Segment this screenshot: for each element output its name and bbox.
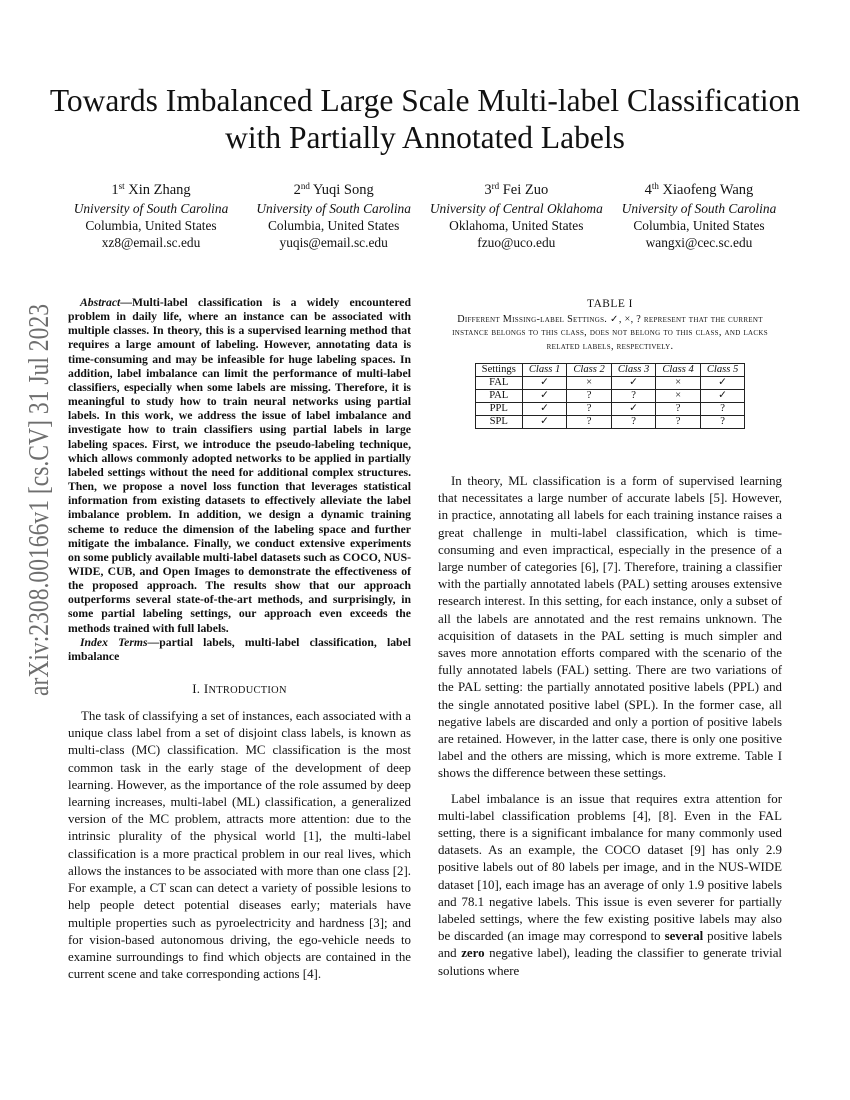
author-affiliation: University of Central Oklahoma xyxy=(429,201,603,216)
body-paragraph xyxy=(438,791,782,980)
table-number: TABLE I xyxy=(587,298,633,310)
table-cell: ? xyxy=(567,390,612,403)
table-cell: ? xyxy=(700,403,745,416)
table-caption: Different Missing-label Settings. ✓, ×, ? represent that the current instance belongs to this class, does not belong to this class, and lacks related labels, respectively. xyxy=(452,314,768,352)
table-header-cell: Class 4 xyxy=(656,364,701,377)
table-row xyxy=(475,403,745,416)
index-terms-text: —partial labels, multi-label classification, label imbalance xyxy=(68,635,411,663)
right-column-body xyxy=(438,473,782,988)
left-column xyxy=(68,296,411,991)
author-name: 2nd Yuqi Song xyxy=(293,181,374,198)
body-paragraph: In theory, ML classification is a form of supervised learning that necessitates a large number of accurate labels [5]. However, in practice, annotating all labels for each training instance raises a great challenge in multi-label classification, which is time-consuming and even impractical, especially in the presence of a large number of categories [6], [7]. Therefore, training a classifier with the partially annotated labels (PAL) setting arouses extensive research interest. In this setting, for each instance, only a subset of all the labels are annotated and the rest remains unknown. The acquisition of datasets in the PAL setting is much simpler and saves more annotation efforts compared with the scenario of the fully annotated labels (FAL) setting. There are two variations of the PAL setting: the partially annotated positive labels (PPL) and the single annotated positive label (SPL). In the former case, all negative labels are discarded and only a portion of positive labels are retained. However, in the latter case, there is only one positive label and the others are missing, which is more extreme. Table I shows the difference between these settings. xyxy=(438,474,782,781)
table-cell: ? xyxy=(611,416,656,429)
table-cell: ? xyxy=(656,403,701,416)
table-cell: × xyxy=(656,390,701,403)
section-heading xyxy=(68,682,411,697)
index-terms-label: Index Terms xyxy=(80,635,148,649)
table-cell: ✓ xyxy=(522,416,567,429)
table-cell: FAL xyxy=(475,377,522,390)
table-cell: ? xyxy=(567,403,612,416)
body-text: positive labels and xyxy=(438,929,782,961)
author-block xyxy=(608,176,790,251)
author-affiliation: University of South Carolina xyxy=(621,201,777,216)
body-text: negative label), leading the classifier to generate trivial solutions where xyxy=(438,946,782,978)
settings-table xyxy=(475,363,746,429)
table-cell: ✓ xyxy=(700,390,745,403)
table-cell: × xyxy=(567,377,612,390)
table-cell: SPL xyxy=(475,416,522,429)
emphasis-text: zero xyxy=(461,946,485,961)
table-cell: PPL xyxy=(475,403,522,416)
table-header-row xyxy=(475,364,745,377)
table-cell: ✓ xyxy=(611,403,656,416)
author-name: 3rd Fei Zuo xyxy=(484,181,549,198)
table-cell: ✓ xyxy=(522,390,567,403)
author-block xyxy=(60,176,242,251)
paper-title: Towards Imbalanced Large Scale Multi-label Classification with Partially Annotated Labels xyxy=(49,83,801,155)
table-header-cell: Class 3 xyxy=(611,364,656,377)
table-row xyxy=(475,377,745,390)
table-cell: ? xyxy=(700,416,745,429)
author-location: Oklahoma, United States xyxy=(449,218,584,233)
author-location: Columbia, United States xyxy=(268,218,400,233)
right-column-table xyxy=(438,298,782,429)
table-cell: ✓ xyxy=(522,377,567,390)
abstract-label: Abstract xyxy=(80,296,121,309)
author-email: fzuo@uco.edu xyxy=(477,235,556,250)
table-cell: ? xyxy=(611,390,656,403)
arxiv-identifier: arXiv:2308.00166v1 [cs.CV] 31 Jul 2023 xyxy=(23,300,55,696)
author-block xyxy=(243,176,425,251)
abstract-text: —Multi-label classification is a widely encountered problem in daily life, where an instance can be associated with multiple classes. In theory, this is a supervised learning method that requires a large amount of labeling. However, annotating data is time-consuming and may be infeasible for huge labeling spaces. In addition, label imbalance can limit the performance of multi-label classifiers, especially when some labels are missing. Therefore, it is meaningful to study how to train neural networks using partial labels. In this work, we address the issue of label imbalance and investigate how to train classifiers using partial labels in large labeling spaces. First, we introduce the pseudo-labeling technique, which allows commonly adopted networks to be applied in partially labeled settings without the need for additional complex structures. Then, we propose a novel loss function that leverages statistical information from existing datasets to effectively alleviate the label imbalance problem. In addition, we design a dynamic training scheme to reduce the dimension of the labeling space and further mitigate the imbalance. Finally, we conduct extensive experiments on some publicly available multi-label datasets such as COCO, NUS-WIDE, CUB, and Open Images to demonstrate the effectiveness of the proposed approach. The results show that our approach outperforms several state-of-the-art methods, and surprisingly, in some partial labeling settings, our approach even exceeds the methods trained with full labels. xyxy=(68,296,411,635)
table-header-cell: Class 2 xyxy=(567,364,612,377)
author-affiliation: University of South Carolina xyxy=(256,201,411,216)
author-name: 4th Xiaofeng Wang xyxy=(644,181,754,198)
table-row xyxy=(475,416,745,429)
table-row xyxy=(475,390,745,403)
table-header-cell: Class 1 xyxy=(522,364,567,377)
author-block xyxy=(425,176,607,251)
body-text: Label imbalance is an issue that requires extra attention for multi-label classification problems [4], [8]. Even in the FAL setting, there is a significant imbalance for many commonly used datasets. As an example, the COCO dataset [9] has only 2.9 positive labels out of 80 labels per image, and in the NUS-WIDE dataset [10], each image has an average of only 1.9 positive labels and 78.1 negative labels. This issue is even severer for partially labeled settings, where the few existing positive labels may also be discarded (an image may correspond to xyxy=(438,791,782,944)
author-email: xz8@email.sc.edu xyxy=(101,235,201,250)
table-cell: ? xyxy=(567,416,612,429)
arxiv-stamp xyxy=(4,300,64,700)
table-cell: ✓ xyxy=(522,403,567,416)
table-cell: PAL xyxy=(475,390,522,403)
table-cell: × xyxy=(656,377,701,390)
index-terms xyxy=(68,636,411,664)
author-location: Columbia, United States xyxy=(633,218,765,233)
table-header-cell: Class 5 xyxy=(700,364,745,377)
section-heading-text: I. INTRODUCTION xyxy=(192,682,287,697)
table-cell: ✓ xyxy=(700,377,745,390)
author-email: yuqis@email.sc.edu xyxy=(279,235,388,250)
table-cell: ✓ xyxy=(611,377,656,390)
intro-paragraph: The task of classifying a set of instances, each associated with a unique class label from a set of disjoint class labels, is known as multi-class (MC) classification. MC classification is the most common task in the early stage of the development of deep learning. However, as the importance of the role assumed by deep learning increases, multi-label (ML) classification, a generalized version of the MC problem, attracts more attention: due to the intrinsic plurality of the physical world [1], the multi-label classification is a more practical problem in our real lives, which allows the instances to be associated with more than one class [2]. For example, a CT scan can detect a variety of possible lesions to help people detect potential diseases early; materials have multiple properties such as pyroelectricity and hardness [3]; and for vision-based autonomous driving, the ego-vehicle needs to examine surroundings to find which objects are contained in the current scene and take corresponding actions [4]. xyxy=(68,709,411,982)
emphasis-text: several xyxy=(664,929,704,944)
author-affiliation: University of South Carolina xyxy=(73,201,229,216)
author-location: Columbia, United States xyxy=(85,218,217,233)
table-cell: ? xyxy=(656,416,701,429)
table-header-cell: Settings xyxy=(475,364,522,377)
abstract xyxy=(68,296,411,636)
author-email: wangxi@cec.sc.edu xyxy=(645,235,753,250)
author-name: 1st Xin Zhang xyxy=(111,181,191,198)
author-list xyxy=(60,176,790,251)
